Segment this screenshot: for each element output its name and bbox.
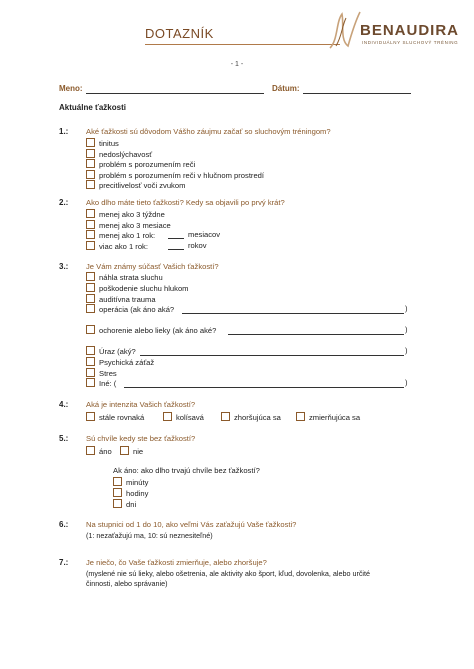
name-field[interactable] bbox=[86, 93, 264, 94]
checkbox-option[interactable] bbox=[113, 488, 148, 498]
checkbox[interactable] bbox=[86, 180, 95, 189]
option-label: tinitus bbox=[99, 139, 119, 148]
checkbox-option[interactable] bbox=[86, 346, 136, 356]
option-label: poškodenie sluchu hlukom bbox=[99, 284, 189, 293]
checkbox[interactable] bbox=[86, 241, 95, 250]
option-label: zhoršujúca sa bbox=[234, 413, 281, 422]
option-label: Úraz (aký? bbox=[99, 347, 136, 356]
logo-tagline: INDIVIDUÁLNY SLUCHOVÝ TRÉNING bbox=[362, 40, 459, 45]
checkbox-option[interactable] bbox=[86, 325, 216, 335]
logo-mark-icon bbox=[326, 10, 362, 50]
illness-field[interactable] bbox=[228, 334, 404, 335]
checkbox[interactable] bbox=[86, 346, 95, 355]
option-label: hodiny bbox=[126, 489, 149, 498]
checkbox-option[interactable] bbox=[86, 272, 163, 282]
injury-field[interactable] bbox=[140, 355, 404, 356]
checkbox[interactable] bbox=[86, 412, 95, 421]
checkbox-option[interactable] bbox=[86, 170, 264, 180]
close-paren: ) bbox=[405, 325, 408, 334]
checkbox-option[interactable] bbox=[86, 283, 189, 293]
option-label: zmierňujúca sa bbox=[309, 413, 361, 422]
checkbox[interactable] bbox=[86, 446, 95, 455]
checkbox-option[interactable] bbox=[86, 220, 171, 230]
option-label: kolísavá bbox=[176, 413, 204, 422]
followup-question: Ak áno: ako dlho trvajú chvíle bez ťažkostí? bbox=[113, 466, 260, 475]
option-label: precitlivelosť voči zvukom bbox=[99, 181, 186, 190]
checkbox-option[interactable] bbox=[86, 180, 185, 190]
option-label: menej ako 3 mesiace bbox=[99, 221, 171, 230]
option-label: ochorenie alebo lieky (ak áno aké? bbox=[99, 326, 217, 335]
option-label: operácia (ak áno aká? bbox=[99, 305, 175, 314]
other-field[interactable] bbox=[124, 387, 404, 388]
checkbox-option[interactable] bbox=[86, 412, 144, 422]
checkbox-option[interactable] bbox=[86, 230, 155, 240]
checkbox[interactable] bbox=[86, 220, 95, 229]
checkbox[interactable] bbox=[86, 368, 95, 377]
checkbox[interactable] bbox=[86, 283, 95, 292]
checkbox-option[interactable] bbox=[86, 368, 117, 378]
name-label: Meno: bbox=[59, 84, 83, 93]
checkbox[interactable] bbox=[221, 412, 230, 421]
checkbox-option[interactable] bbox=[120, 446, 143, 456]
option-label: Stres bbox=[99, 369, 117, 378]
question-number: 5.: bbox=[59, 434, 69, 443]
option-label: náhla strata sluchu bbox=[99, 273, 163, 282]
checkbox[interactable] bbox=[86, 325, 95, 334]
option-label: menej ako 1 rok: bbox=[99, 231, 156, 240]
title-rule bbox=[145, 44, 340, 45]
operation-field[interactable] bbox=[182, 313, 404, 314]
question-number: 7.: bbox=[59, 558, 69, 567]
page-number: - 1 - bbox=[230, 61, 244, 68]
checkbox[interactable] bbox=[86, 294, 95, 303]
option-label: problém s porozumením reči bbox=[99, 160, 196, 169]
question-text: Je niečo, čo Vaše ťažkosti zmierňuje, alebo zhoršuje? bbox=[86, 558, 267, 567]
question-number: 1.: bbox=[59, 127, 69, 136]
question-note: (myslené nie sú lieky, alebo ošetrenia, ale aktivity ako šport, kľud, dovolenka, alebo určité bbox=[86, 569, 371, 578]
checkbox-option[interactable] bbox=[86, 209, 165, 219]
checkbox-option[interactable] bbox=[86, 138, 119, 148]
question-number: 2.: bbox=[59, 198, 69, 207]
checkbox-option[interactable] bbox=[86, 241, 148, 251]
question-text: Aká je intenzita Vašich ťažkostí? bbox=[86, 400, 196, 409]
checkbox[interactable] bbox=[163, 412, 172, 421]
option-label: menej ako 3 týždne bbox=[99, 210, 165, 219]
question-note: (1: nezaťažujú ma, 10: sú neznesiteľné) bbox=[86, 531, 213, 540]
close-paren: ) bbox=[405, 378, 408, 387]
checkbox[interactable] bbox=[113, 477, 122, 486]
question-text: Na stupnici od 1 do 10, ako veľmi Vás zaťažujú Vaše ťažkosti? bbox=[86, 520, 297, 529]
checkbox-option[interactable] bbox=[86, 294, 156, 304]
checkbox[interactable] bbox=[86, 159, 95, 168]
option-label: stále rovnaká bbox=[99, 413, 145, 422]
checkbox[interactable] bbox=[86, 378, 95, 387]
checkbox[interactable] bbox=[86, 138, 95, 147]
date-field[interactable] bbox=[303, 93, 411, 94]
question-text: Aké ťažkosti sú dôvodom Vášho záujmu začať so sluchovým tréningom? bbox=[86, 127, 331, 136]
checkbox[interactable] bbox=[86, 272, 95, 281]
checkbox[interactable] bbox=[86, 149, 95, 158]
question-number: 3.: bbox=[59, 262, 69, 271]
checkbox-option[interactable] bbox=[86, 378, 116, 388]
option-label: problém s porozumením reči v hlučnom prostredí bbox=[99, 171, 265, 180]
option-label: áno bbox=[99, 447, 112, 456]
checkbox-option[interactable] bbox=[221, 412, 281, 422]
checkbox-option[interactable] bbox=[296, 412, 360, 422]
question-note: činnosti, alebo správanie) bbox=[86, 579, 168, 588]
checkbox[interactable] bbox=[86, 357, 95, 366]
checkbox-option[interactable] bbox=[113, 477, 148, 487]
option-label: dni bbox=[126, 500, 137, 509]
option-label: nie bbox=[133, 447, 144, 456]
option-label: viac ako 1 rok: bbox=[99, 242, 148, 251]
unit-label: mesiacov bbox=[188, 230, 221, 239]
checkbox-option[interactable] bbox=[113, 499, 136, 509]
option-label: Psychická záťaž bbox=[99, 358, 155, 367]
unit-label: rokov bbox=[188, 241, 207, 250]
logo-name: BENAUDIRA bbox=[360, 22, 459, 39]
checkbox-option[interactable] bbox=[86, 357, 154, 367]
question-text: Je Vám známy súčasť Vašich ťažkostí? bbox=[86, 262, 219, 271]
checkbox-option[interactable] bbox=[163, 412, 204, 422]
checkbox[interactable] bbox=[113, 499, 122, 508]
checkbox-option[interactable] bbox=[86, 149, 152, 159]
checkbox[interactable] bbox=[86, 230, 95, 239]
option-label: Iné: ( bbox=[99, 379, 117, 388]
question-text: Sú chvíle kedy ste bez ťažkostí? bbox=[86, 434, 196, 443]
question-number: 4.: bbox=[59, 400, 69, 409]
option-label: minúty bbox=[126, 478, 149, 487]
section-title: Aktuálne ťažkosti bbox=[59, 103, 126, 112]
checkbox[interactable] bbox=[113, 488, 122, 497]
checkbox[interactable] bbox=[296, 412, 305, 421]
checkbox-option[interactable] bbox=[86, 159, 195, 169]
years-field[interactable] bbox=[168, 241, 184, 250]
close-paren: ) bbox=[405, 346, 408, 355]
question-number: 6.: bbox=[59, 520, 69, 529]
checkbox-option[interactable] bbox=[86, 304, 174, 314]
checkbox[interactable] bbox=[86, 170, 95, 179]
checkbox-option[interactable] bbox=[86, 446, 112, 456]
months-field[interactable] bbox=[168, 230, 184, 239]
checkbox[interactable] bbox=[120, 446, 129, 455]
question-text: Ako dlho máte tieto ťažkosti? Kedy sa objavili po prvý krát? bbox=[86, 198, 285, 207]
checkbox[interactable] bbox=[86, 304, 95, 313]
checkbox[interactable] bbox=[86, 209, 95, 218]
option-label: auditívna trauma bbox=[99, 295, 156, 304]
close-paren: ) bbox=[405, 304, 408, 313]
date-label: Dátum: bbox=[272, 84, 300, 93]
page-title: DOTAZNÍK bbox=[145, 26, 214, 41]
option-label: nedoslýchavosť bbox=[99, 150, 153, 159]
